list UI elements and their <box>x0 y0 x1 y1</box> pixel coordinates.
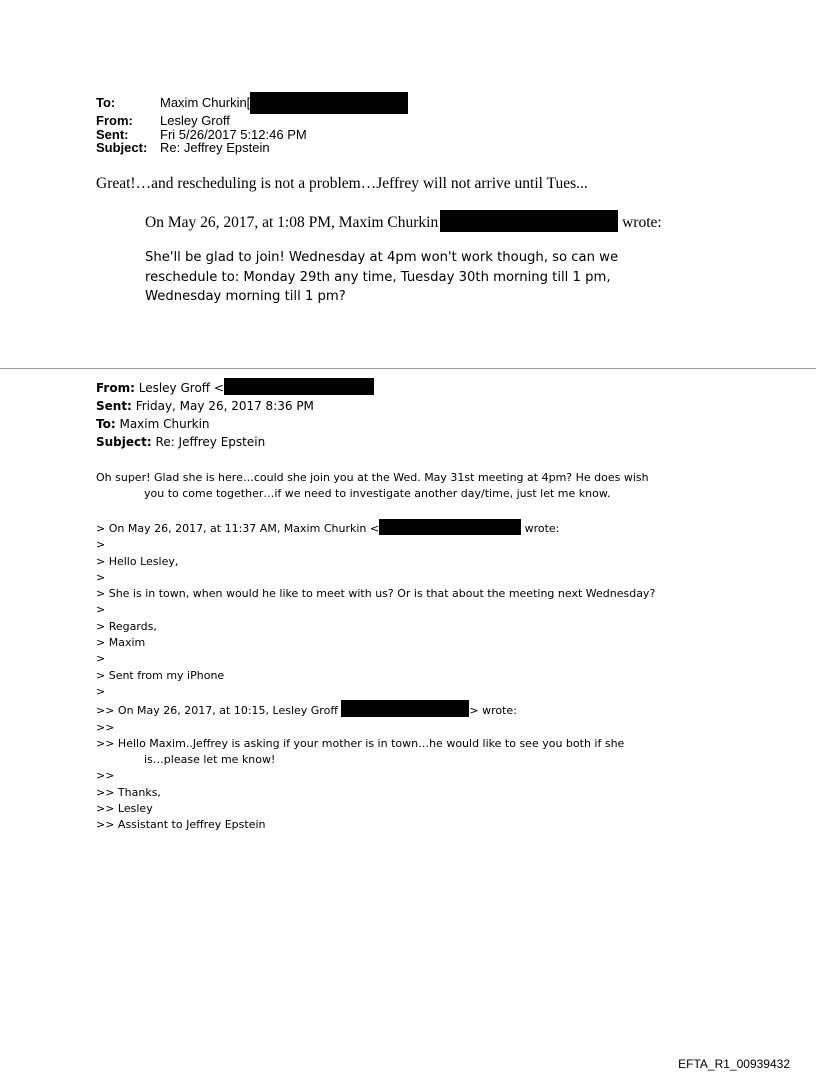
quote-line: > <box>96 652 106 666</box>
to-label: To: <box>96 95 116 110</box>
reply-text: Great!…and rescheduling is not a problem…Jeffrey will not arrive until Tues... <box>96 175 588 192</box>
quoted-message: She'll be glad to join! Wednesday at 4pm won't work though, so can we reschedule to: Monday 29th any time, Tuesday 30th morning till 1 pm, Wednesday morning till 1 pm? <box>145 250 619 304</box>
sent-row <box>96 397 374 415</box>
redaction-box <box>440 210 618 232</box>
sent-row <box>96 128 408 142</box>
email-header-2 <box>96 378 374 451</box>
document-id-footer: EFTA_R1_00939432 <box>678 1057 790 1071</box>
quote-line: > <box>96 538 106 552</box>
nested-quote-attribution-suffix: > wrote: <box>469 704 517 718</box>
subject-row <box>96 141 408 155</box>
quote-attribution <box>96 519 655 537</box>
to-row <box>96 96 408 114</box>
quote-line: > She is in town, when would he like to meet with us? Or is that about the meeting next Wednesday? <box>96 587 656 601</box>
from-row <box>96 378 374 397</box>
quote-attribution-prefix: > On May 26, 2017, at 11:37 AM, Maxim Churkin < <box>96 522 380 535</box>
nested-quote-line: >> <box>96 769 115 783</box>
subject-value: Re: Jeffrey Epstein <box>160 140 270 155</box>
quote-line: > <box>96 684 106 698</box>
body-line: Oh super! Glad she is here…could she join you at the Wed. May 31st meeting at 4pm? He does wish <box>96 471 649 484</box>
from-value: Lesley Groff <box>160 113 230 128</box>
nested-quote-attribution <box>96 700 655 719</box>
quote-attribution-prefix: On May 26, 2017, at 1:08 PM, Maxim Churkin <box>145 214 439 231</box>
quote-attribution <box>145 210 662 232</box>
sent-value: Friday, May 26, 2017 8:36 PM <box>135 399 314 413</box>
subject-row <box>96 433 374 451</box>
redaction-box <box>379 519 521 535</box>
message-body <box>96 470 649 503</box>
quote-attribution-suffix: wrote: <box>521 522 560 535</box>
subject-label: Subject: <box>96 435 152 449</box>
subject-value: Re: Jeffrey Epstein <box>155 435 266 449</box>
sent-label: Sent: <box>96 399 132 413</box>
quote-line: > Maxim <box>96 636 146 650</box>
sent-label: Sent: <box>96 126 129 142</box>
to-label: To: <box>96 417 116 431</box>
sent-value: Fri 5/26/2017 5:12:46 PM <box>160 126 307 142</box>
from-label: From: <box>96 381 135 395</box>
nested-quote-line: >> Hello Maxim..Jeffrey is asking if your mother is in town…he would like to see you both if she <box>96 736 625 750</box>
from-label: From: <box>96 113 133 128</box>
nested-quote-line: is…please let me know! <box>144 753 276 767</box>
from-value: Lesley Groff < <box>138 381 224 395</box>
quote-line: > Regards, <box>96 619 157 633</box>
quote-line: > Sent from my iPhone <box>96 668 225 682</box>
quote-line: > <box>96 570 106 584</box>
nested-quote-line: >> Thanks, <box>96 785 161 799</box>
redaction-box <box>224 378 374 395</box>
quote-line: > Hello Lesley, <box>96 554 179 568</box>
email-header-1 <box>96 96 408 155</box>
nested-quote-line: >> <box>96 720 115 734</box>
divider <box>0 368 816 369</box>
from-row <box>96 114 408 128</box>
quote-line: > <box>96 603 106 617</box>
redaction-box <box>341 700 469 717</box>
body-line: you to come together…if we need to investigate another day/time, just let me know. <box>144 487 611 501</box>
subject-label: Subject: <box>96 140 148 155</box>
quoted-thread <box>96 519 655 834</box>
quote-attribution-suffix: wrote: <box>622 214 662 231</box>
nested-quote-line: >> Lesley <box>96 802 153 816</box>
nested-quote-attribution-prefix: >> On May 26, 2017, at 10:15, Lesley Groff <box>96 704 342 718</box>
redaction-box <box>250 92 408 114</box>
nested-quote-line: >> Assistant to Jeffrey Epstein <box>96 818 266 832</box>
to-value: Maxim Churkin[ <box>160 95 251 110</box>
to-row <box>96 415 374 433</box>
to-value: Maxim Churkin <box>119 417 210 431</box>
